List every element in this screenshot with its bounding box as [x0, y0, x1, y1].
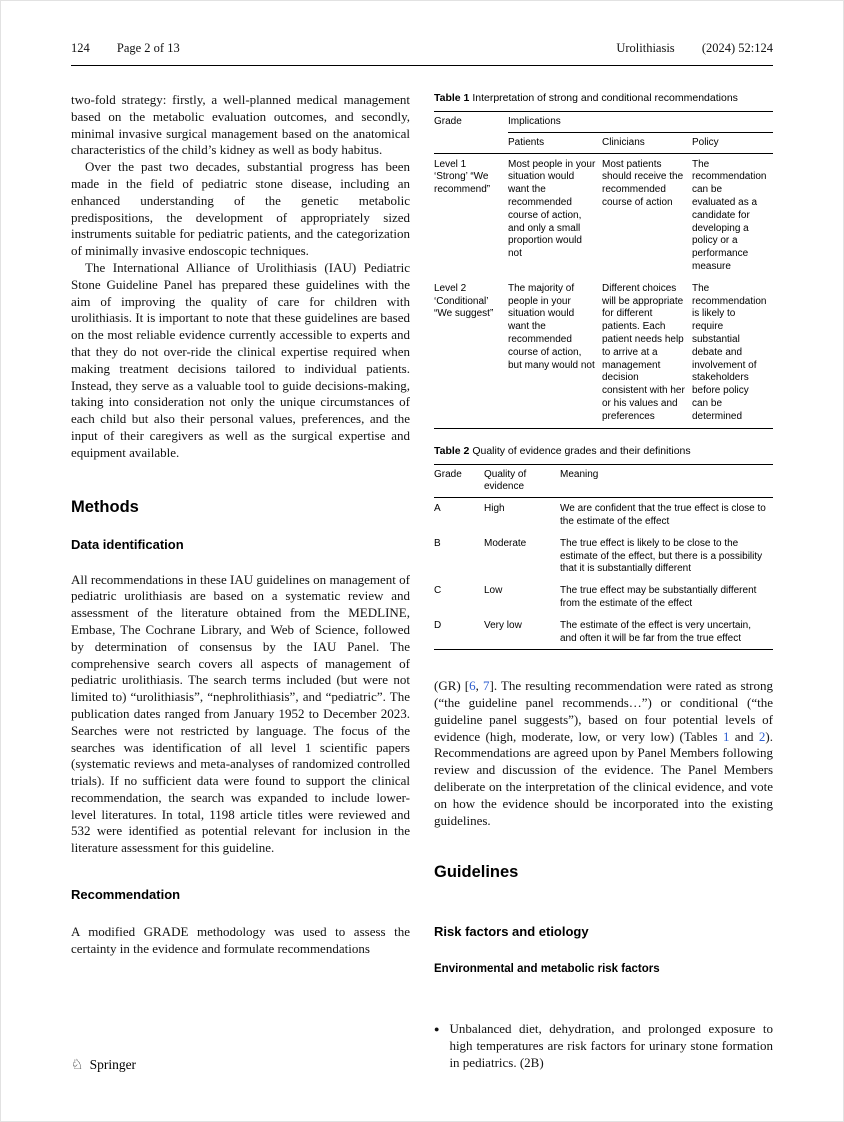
table-row	[434, 615, 773, 650]
guidelines-heading: Guidelines	[434, 863, 519, 882]
table-2-link[interactable]: 2	[758, 728, 766, 744]
grade-paragraph	[434, 678, 773, 829]
recommendation-heading: Recommendation	[71, 887, 181, 903]
table-2-header-grade: Grade	[434, 464, 484, 498]
recommendation-paragraph: A modified GRADE methodology was used to assess the certainty in the evidence and formulate recommendations	[71, 924, 410, 956]
cell-grade: D	[434, 619, 442, 631]
paragraph-text: ). Recommendations are agreed upon by Panel Members following review and discussion of the evidence. The Panel Members deliberate on the interpretation of the clinical evidence, and vote on how the evidence should be incorporated into the existing guidelines.	[434, 728, 773, 828]
table-1-block	[434, 92, 773, 429]
journal-title: Urolithiasis	[616, 41, 675, 55]
intro-paragraph-2: Over the past two decades, substantial progress has been made in the field of pediatric stone disease, including an enhanced understanding of the genetic metabolic predispositions, the development of appropriately sized instruments suitable for pediatric patients, and the categorization of minimally invasive endoscopic techniques.	[71, 159, 410, 259]
table-row	[434, 580, 773, 615]
table-row	[434, 498, 773, 533]
publisher-name: Springer	[89, 1057, 137, 1072]
right-column	[434, 92, 773, 1072]
cell-quality: Low	[484, 585, 503, 597]
cell-quality: High	[484, 503, 505, 515]
cell-clinicians: Most patients should receive the recommended course of action	[602, 158, 684, 208]
table-1-header-patients: Patients	[508, 132, 602, 153]
cell-policy: The recommendation is likely to require substantial debate and involvement of stakeholders before policy can be determined	[692, 282, 767, 422]
table-2	[434, 464, 773, 651]
intro-paragraph-3: The International Alliance of Urolithiasis (IAU) Pediatric Stone Guideline Panel has prepared these guidelines with the aim of improving the quality of care for children with urolithiasis. It is important to note that these guidelines are based on the most reliable evidence currently accessible to experts and that they do not over-ride the clinical expertise required when making treatment decisions tailored to individual patients. Instead, they serve as a valuable tool to guide decisions-making, taking into consideration not only the unique circumstances of each child but also their personal values, preferences, and the input of their caregivers as well as the surgical expertise and equipment available.	[71, 259, 410, 460]
table-2-header-meaning: Meaning	[560, 464, 773, 498]
paragraph-text: and	[729, 728, 759, 744]
page-label: Page 2 of 13	[116, 41, 180, 55]
table-1-header-policy: Policy	[692, 132, 773, 153]
cell-meaning: We are confident that the true effect is close to the estimate of the effect	[560, 503, 766, 527]
two-column-layout	[71, 92, 773, 1072]
citation: (2024) 52:124	[701, 41, 773, 55]
cell-grade: A	[434, 503, 441, 515]
table-1-header-grade: Grade	[434, 112, 508, 154]
data-identification-paragraph: All recommendations in these IAU guidelines on management of pediatric urolithiasis are based on a systematic review and assessment of the literature obtained from the MEDLINE, Embase, The Cochrane Library, and Web of Science, followed by determination of consensus by the IAU Panel. The comprehensive search covers all aspects of management of pediatric urolithiasis. The search terms included (but were not limited to) “urolithiasis”, “nephrolithiasis”, and “pediatric”. The publication dates ranged from January 1952 to December 2023. Searches were not restricted by language. The focus of the searches was identification of all level 1 scientific papers (systematic reviews and meta-analyses of randomized controlled trials). If no sufficient data were found to support the clinical recommendation, the search was expanded to include lower-level literatures. In total, 1198 article titles were reviewed and 532 were identified as potential relevant for inclusion in the literature assessment for this guideline.	[71, 571, 410, 856]
cell-grade: Level 2 ‘Conditional’ “We suggest”	[434, 282, 494, 320]
table-2-label: Table 2	[434, 444, 470, 457]
cell-patients: Most people in your situation would want the recommended course of action, and only a small proportion would not	[508, 158, 596, 260]
table-1-caption-text: Interpretation of strong and conditional recommendations	[472, 92, 738, 104]
cell-grade: B	[434, 537, 441, 549]
cell-meaning: The estimate of the effect is very uncertain, and often it will be far from the true effect	[560, 619, 752, 644]
cell-policy: The recommendation can be evaluated as a candidate for developing a policy or a performance measure	[692, 158, 767, 272]
data-identification-heading: Data identification	[71, 536, 184, 552]
left-column	[71, 92, 410, 1072]
bullet-icon: ●	[434, 1024, 440, 1035]
table-2-caption	[434, 445, 773, 458]
paragraph-text: ,	[475, 678, 483, 694]
cell-patients: The majority of people in your situation would want the recommended course of action, but many would not	[508, 282, 595, 371]
cell-grade: C	[434, 585, 442, 597]
paragraph-text: (GR) [	[434, 678, 470, 694]
risk-factors-heading: Risk factors and etiology	[434, 924, 589, 940]
table-1-caption	[434, 92, 773, 105]
table-2-header-quality: Quality of evidence	[484, 464, 560, 498]
cell-quality: Moderate	[484, 537, 527, 549]
list-item	[434, 1021, 773, 1071]
table-row	[434, 153, 773, 278]
header-left	[71, 41, 180, 56]
reference-link-6[interactable]: 6	[469, 678, 476, 694]
table-1-link[interactable]: 1	[722, 728, 730, 744]
cell-grade: Level 1 ‘Strong’ “We recommend”	[434, 158, 491, 196]
environmental-heading: Environmental and metabolic risk factors	[434, 963, 660, 976]
table-row	[434, 533, 773, 580]
page-footer	[71, 1057, 136, 1073]
reference-link-7[interactable]: 7	[482, 678, 490, 694]
table-1-header-clinicians: Clinicians	[602, 132, 692, 153]
springer-logo-icon: ♘	[71, 1057, 84, 1073]
methods-heading: Methods	[71, 497, 139, 516]
cell-quality: Very low	[484, 619, 522, 631]
cell-meaning: The true effect may be substantially different from the estimate of the effect	[560, 585, 757, 609]
header-right	[616, 41, 773, 56]
article-number: 124	[71, 41, 90, 55]
page-header	[71, 41, 773, 66]
bullet-text: Unbalanced diet, dehydration, and prolonged exposure to high temperatures are risk factors for urinary stone formation in pediatrics. (2B)	[449, 1021, 773, 1071]
intro-paragraph-1: two-fold strategy: firstly, a well-planned medical management based on the metabolic evaluation outcomes, and secondly, minimal invasive surgical management based on the anatomical characteristics of the child’s kidney as well as body habitus.	[71, 92, 410, 158]
paragraph-text: ]. The resulting recommendation were rated as strong (“the guideline panel recommends…”) or conditional (“the guideline panel suggests”), based on four potential levels of evidence (high, moderate, low, or very low) (Tables	[434, 678, 774, 744]
cell-clinicians: Different choices will be appropriate for different patients. Each patient needs help to arrive at a management decision consistent with her or his values and preferences	[602, 282, 685, 422]
table-2-block	[434, 445, 773, 651]
cell-meaning: The true effect is likely to be close to the estimate of the effect, but there is a possibility that it is substantially different	[560, 537, 763, 575]
table-2-caption-text: Quality of evidence grades and their definitions	[472, 444, 691, 457]
table-row	[434, 278, 773, 428]
table-1	[434, 111, 773, 429]
table-1-label: Table 1	[434, 92, 470, 104]
table-1-header-implications: Implications	[508, 112, 773, 133]
